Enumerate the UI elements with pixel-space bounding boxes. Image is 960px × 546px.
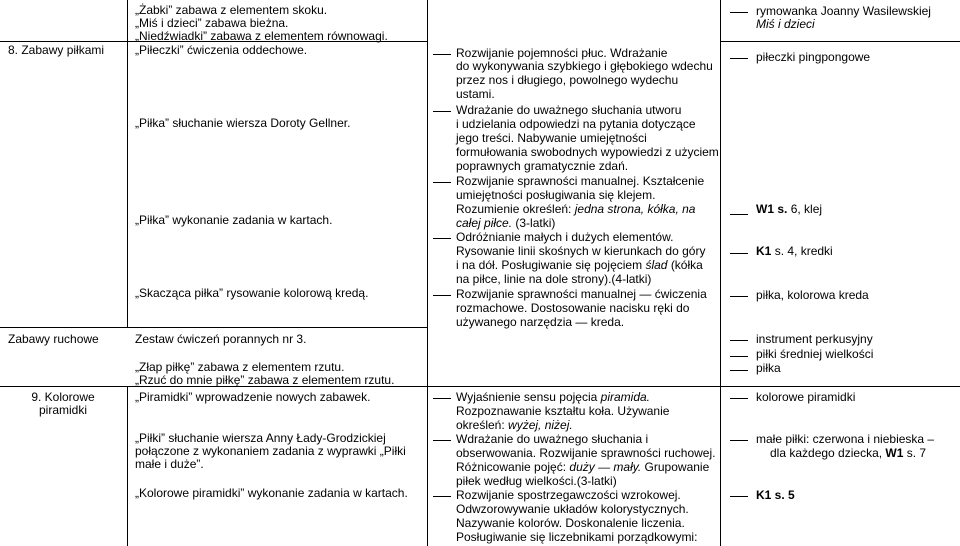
objective-text: Rozwijanie sprawności manualnej. Kształcenie [456, 174, 705, 188]
activity-zabki: „Żabki” zabawa z elementem skoku. [135, 3, 328, 17]
objective-text: formułowania swobodnych wypowiedzi z użyciem [456, 145, 719, 159]
material-pileczki: piłeczki pingpongowe [756, 50, 871, 64]
material-dash [730, 296, 748, 297]
material-male-pilki-1: małe piłki: czerwona i niebieska – [756, 432, 935, 446]
objective-dash [433, 111, 451, 112]
material-dash [730, 496, 748, 497]
activity-pilki-wiersz-1: „Piłki” słuchanie wiersza Anny Łady-Grodzickiej [135, 431, 386, 445]
objective-text: poprawnych gramatycznie zdań. [456, 159, 629, 173]
activity-zestaw-cwiczen: Zestaw ćwiczeń porannych nr 3. [135, 332, 307, 346]
activity-piramidki: „Piramidki” wprowadzenie nowych zabawek. [135, 390, 371, 404]
material-pilka: piłka [756, 361, 781, 375]
objective-text: do wykonywania szybkiego i głębokiego wdechu [456, 59, 713, 73]
material-w1-klej: W1 s. 6, klej [756, 202, 823, 216]
objective-text: piłek według wielkości.(3-latki) [456, 474, 617, 488]
material-dash [730, 214, 748, 215]
objective-text: Nazywanie kolorów. Doskonalenie liczenia. [456, 516, 685, 530]
material-dash [730, 253, 748, 254]
objective-text: jego treści. Nabywanie umiejętności [456, 131, 647, 145]
objective-text: Wyjaśnienie sensu pojęcia piramida. [456, 390, 651, 404]
material-k1-kredki: K1 s. 4, kredki [756, 244, 833, 258]
objective-dash [433, 54, 451, 55]
activity-pilka-karty: „Piłka” wykonanie zadania w kartach. [135, 213, 333, 227]
activity-pilki-wiersz-2: połączone z wykonaniem zadania z wyprawki „Piłki [135, 444, 406, 458]
material-k1-s5: K1 s. 5 [756, 488, 795, 502]
material-mis-i-dzieci: Miś i dzieci [756, 17, 815, 31]
objective-text: Posługiwanie się liczebnikami porządkowymi: [456, 530, 698, 544]
objective-text: używanego narzędzia — kreda. [456, 315, 625, 329]
objective-dash [433, 496, 451, 497]
objective-text: określeń: wyżej, niżej. [456, 418, 573, 432]
objective-dash [433, 295, 451, 296]
objective-text: całej piłce. (3-latki) [456, 216, 556, 230]
activity-rzuc-pilke: „Rzuć do mnie piłkę” zabawa z elementem rzutu. [135, 373, 395, 387]
objective-text: Rozwijanie pojemności płuc. Wdrażanie [456, 46, 668, 60]
objective-dash [433, 238, 451, 239]
row-divider-ruchowe [0, 327, 427, 328]
material-dash [730, 12, 748, 13]
material-pilka-kreda: piłka, kolorowa kreda [756, 288, 869, 302]
col-divider-1 [127, 0, 128, 327]
objective-text: na piłce, linie na dole strony).(4-latki) [456, 272, 652, 286]
topic-8-title: 8. Zabawy piłkami [8, 43, 105, 57]
material-dash [730, 356, 748, 357]
activity-niedzwiadki: „Niedźwiadki” zabawa z elementem równowagi. [135, 29, 388, 43]
objective-text: obserwowania. Rozwijanie sprawności ruchowej. [456, 446, 716, 460]
topic-9-title-line2: piramidki [38, 403, 87, 417]
objective-text: umiejętności posługiwania się klejem. [456, 188, 656, 202]
activity-skaczaca-pilka: „Skacząca piłka” rysowanie kolorową kredą. [135, 286, 369, 300]
objective-text: Rozumienie określeń: jedna strona, kółka, na [456, 202, 696, 216]
material-dash [730, 398, 748, 399]
activity-kolorowe-piramidki: „Kolorowe piramidki” wykonanie zadania w kartach. [135, 486, 408, 500]
col-divider-1b [127, 386, 128, 546]
objective-text: i na dół. Posługiwanie się pojęciem ślad (kółka [456, 258, 703, 272]
objective-text: Odróżnianie małych i dużych elementów. [456, 230, 674, 244]
objective-text: przez nos i długiego, powolnego wydechu [456, 73, 679, 87]
material-male-pilki-2: dla każdego dziecka, W1 s. 7 [770, 446, 927, 460]
row-divider-top-right [720, 41, 960, 42]
material-dash [730, 340, 748, 341]
material-pilki-srednie: piłki średniej wielkości [756, 347, 874, 361]
objective-text: Wdrażanie do uważnego słuchania i [456, 432, 649, 446]
activity-zlap-pilke: „Złap piłkę” zabawa z elementem rzutu. [135, 360, 345, 374]
objective-text: Wdrażanie do uważnego słuchania utworu [456, 103, 682, 117]
objective-dash [433, 440, 451, 441]
objective-text: Rysowanie linii skośnych w kierunkach do góry [456, 244, 706, 258]
activity-pilka-wiersz: „Piłka” słuchanie wiersza Doroty Gellner. [135, 116, 351, 130]
objective-text: i udzielania odpowiedzi na pytania dotyczące [456, 117, 696, 131]
objective-dash [433, 182, 451, 183]
material-dash [730, 440, 748, 441]
activity-mis: „Miś i dzieci” zabawa bieżna. [135, 16, 289, 30]
objective-text: rozmachowe. Dostosowanie nacisku ręki do [456, 301, 690, 315]
material-dash [730, 58, 748, 59]
col-divider-3 [720, 0, 721, 546]
objective-text: Rozwijanie spostrzegawczości wzrokowej. [456, 488, 681, 502]
material-instrument: instrument perkusyjny [756, 332, 873, 346]
activity-pileczki: „Piłeczki” ćwiczenia oddechowe. [135, 43, 308, 57]
activity-pilki-wiersz-3: małe i duże”. [135, 457, 204, 471]
material-kolorowe-piramidki: kolorowe piramidki [756, 390, 856, 404]
topic-ruchowe-title: Zabawy ruchowe [8, 332, 99, 346]
objective-dash [433, 398, 451, 399]
objective-text: Rozpoznawanie kształtu koła. Używanie [456, 404, 670, 418]
objective-text: Rozwijanie sprawności manualnej — ćwiczenia [456, 287, 707, 301]
objective-text: Odwzorowywanie układów kolorystycznych. [456, 502, 689, 516]
topic-9-title-line1: 9. Kolorowe [31, 390, 95, 404]
material-dash [730, 370, 748, 371]
objective-text: ustami. [456, 87, 495, 101]
objective-text: Różnicowanie pojęć: duży — mały. Grupowanie [456, 460, 710, 474]
material-rymowanka: rymowanka Joanny Wasilewskiej [756, 4, 931, 18]
col-divider-2 [427, 0, 428, 546]
